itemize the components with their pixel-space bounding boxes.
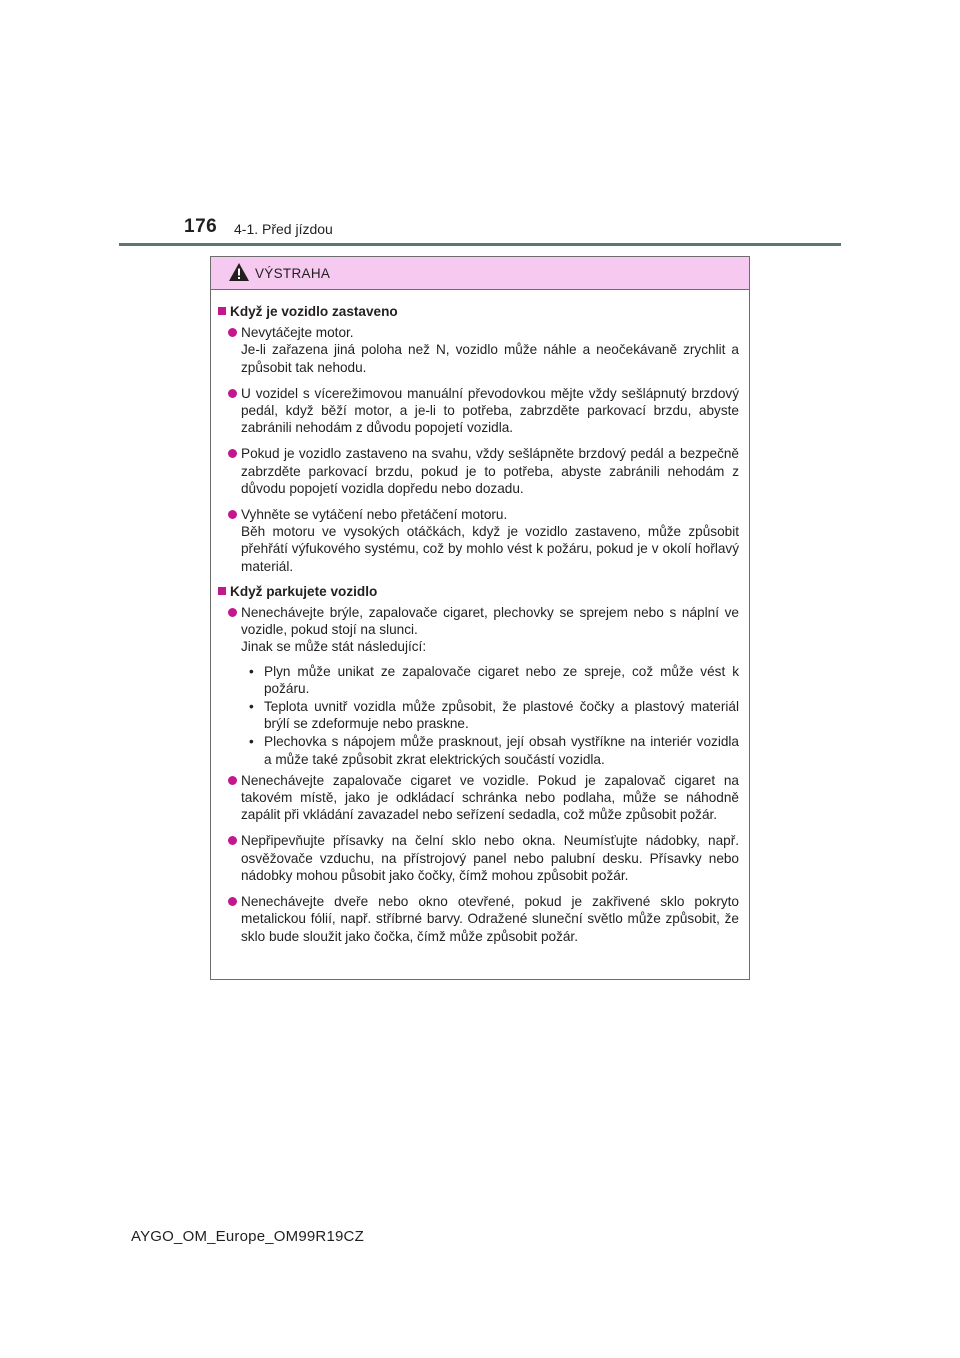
list-item-text: Běh motoru ve vysokých otáčkách, když je vozidlo zastaveno, může způsobit přehřátí výfukového systému, což by mohlo vést k požáru, pokud je v okolí hořlavý materiál. bbox=[241, 524, 739, 574]
list-item bbox=[218, 385, 739, 437]
list-item bbox=[218, 832, 739, 884]
list-item-text: Nenechávejte dveře nebo okno otevřené, pokud je zakřivené sklo pokryto metalickou fólií, např. stříbrné barvy. Odražené sluneční světlo může způsobit, že sklo bude sloužit jako čočka, čímž může způsobit požár. bbox=[241, 894, 739, 944]
small-dot-icon: • bbox=[249, 734, 254, 750]
list-item-text: Nepřipevňujte přísavky na čelní sklo nebo okna. Neumísťujte nádobky, např. osvěžovače vzduchu, na přístrojový panel nebo palubní desku. Přísavky nebo nádobky mohou působit jako čočky, čímž mohou způsobit požár. bbox=[241, 833, 739, 883]
sub-list-item bbox=[218, 663, 739, 697]
square-bullet-icon bbox=[218, 307, 226, 315]
round-bullet-icon bbox=[228, 510, 237, 519]
list-item-lead: Vyhněte se vytáčení nebo přetáčení motoru. bbox=[241, 507, 508, 523]
small-dot-icon: • bbox=[249, 663, 254, 679]
section-title: 4-1. Před jízdou bbox=[234, 221, 333, 237]
sub-list-item-text: Plyn může unikat ze zapalovače cigaret nebo ze spreje, což může vést k požáru. bbox=[264, 663, 739, 696]
page-number: 176 bbox=[184, 216, 218, 237]
list-item-lead: Nevytáčejte motor. bbox=[241, 325, 354, 341]
warning-box bbox=[210, 256, 750, 980]
list-item bbox=[218, 445, 739, 497]
section-heading-text: Když je vozidlo zastaveno bbox=[230, 304, 398, 319]
small-dot-icon: • bbox=[249, 699, 254, 715]
warning-title: VÝSTRAHA bbox=[255, 266, 331, 281]
section-heading bbox=[218, 583, 739, 600]
round-bullet-icon bbox=[228, 776, 237, 785]
list-item bbox=[218, 324, 739, 376]
list-item-text: Je-li zařazena jiná poloha než N, vozidlo může náhle a neočekávaně zrychlit a způsobit tak nehodu. bbox=[241, 342, 739, 375]
section-heading bbox=[218, 303, 739, 320]
list-item-text: Nenechávejte zapalovače cigaret ve vozidle. Pokud je zapalovač cigaret na takovém místě, jako je odkládací schránka nebo podlaha, může se náhodně zapálit při vkládání zavazadel nebo seřízení sedadla, což může způsobit požár. bbox=[241, 772, 739, 823]
round-bullet-icon bbox=[228, 389, 237, 398]
sub-list-item-text: Teplota uvnitř vozidla může způsobit, že plastové čočky a plastový materiál brýlí se zdeformuje nebo praskne. bbox=[264, 699, 739, 732]
square-bullet-icon bbox=[218, 587, 226, 595]
warning-header bbox=[211, 257, 749, 290]
list-item bbox=[218, 893, 739, 945]
list-item-followup: Jinak se může stát následující: bbox=[241, 639, 427, 655]
list-item bbox=[218, 772, 739, 824]
header-divider bbox=[119, 243, 841, 246]
list-item bbox=[218, 506, 739, 575]
list-item bbox=[218, 604, 739, 656]
sub-list-item bbox=[218, 698, 739, 732]
section-heading-text: Když parkujete vozidlo bbox=[230, 583, 378, 599]
round-bullet-icon bbox=[228, 608, 237, 617]
list-item-text: U vozidel s vícerežimovou manuální převodovkou mějte vždy sešlápnutý brzdový pedál, když běží motor, a je-li to potřeba, zabrzděte parkovací brzdu, abyste zabránili nehodám z důvodu popojetí vozidla. bbox=[241, 385, 739, 436]
warning-triangle-icon bbox=[228, 262, 250, 282]
round-bullet-icon bbox=[228, 836, 237, 845]
list-item-text: Pokud je vozidlo zastaveno na svahu, vždy sešlápněte brzdový pedál a bezpečně zabrzděte parkovací brzdu, pokud je to potřeba, abyste zabránili nehodám z důvodu popojetí vozidla dopředu nebo dozadu. bbox=[241, 446, 739, 496]
sub-list-item-text: Plechovka s nápojem může prasknout, její obsah vystříkne na interiér vozidla a může také způsobit zkrat elektrických součástí vozidla. bbox=[264, 734, 739, 767]
list-item-text: Nenechávejte brýle, zapalovače cigaret, plechovky se sprejem nebo s náplní ve vozidle, pokud stojí na slunci. bbox=[241, 605, 739, 638]
round-bullet-icon bbox=[228, 897, 237, 906]
warning-body bbox=[211, 290, 749, 945]
round-bullet-icon bbox=[228, 449, 237, 458]
sub-list-item bbox=[218, 733, 739, 767]
document-code: AYGO_OM_Europe_OM99R19CZ bbox=[131, 1228, 364, 1245]
round-bullet-icon bbox=[228, 328, 237, 337]
